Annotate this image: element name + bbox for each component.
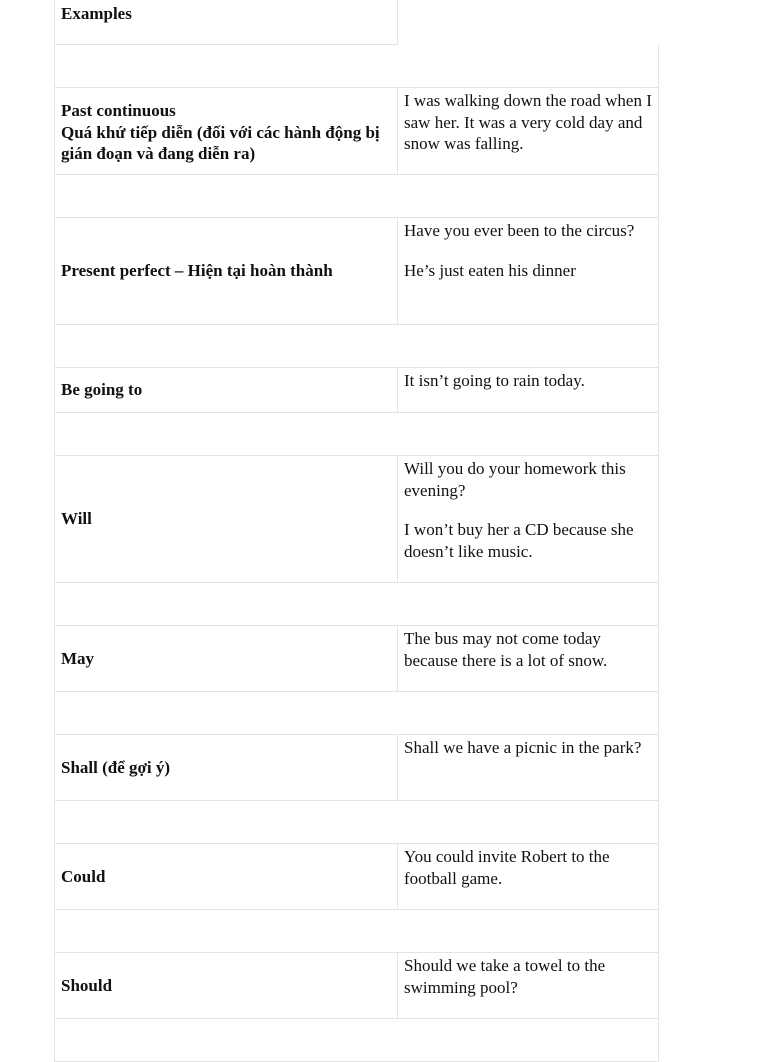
term-label: Present perfect – Hiện tại hoàn thành xyxy=(61,261,333,281)
term-cell xyxy=(55,844,398,909)
example-text: I won’t buy her a CD because she doesn’t like music. xyxy=(404,520,634,561)
spacer-row xyxy=(54,692,659,735)
example-cell xyxy=(398,368,658,412)
example-cell xyxy=(398,735,658,800)
term-cell xyxy=(55,456,398,582)
example-text: Have you ever been to the circus? xyxy=(404,221,635,240)
spacer-row xyxy=(54,325,659,368)
table-header: Examples xyxy=(54,0,398,45)
term-label: May xyxy=(61,648,95,668)
table-row-may xyxy=(54,626,659,692)
spacer-row xyxy=(54,413,659,456)
grammar-table xyxy=(54,0,659,1062)
term-cell xyxy=(55,735,398,800)
table-row-could xyxy=(54,844,659,910)
table-row-shall xyxy=(54,735,659,801)
term-label: Should xyxy=(61,975,113,995)
term-cell xyxy=(55,218,398,324)
example-cell xyxy=(398,844,658,909)
spacer-row xyxy=(54,175,659,218)
term-label: Shall (để gợi ý) xyxy=(61,757,171,777)
term-cell xyxy=(55,368,398,412)
example-text: It isn’t going to rain today. xyxy=(404,371,585,390)
table-row-present-perfect xyxy=(54,218,659,325)
term-label: Could xyxy=(61,866,106,886)
example-text: Shall we have a picnic in the park? xyxy=(404,738,642,757)
example-text: He’s just eaten his dinner xyxy=(404,260,576,280)
spacer-row xyxy=(54,583,659,626)
spacer-row xyxy=(54,45,659,88)
term-translation: Quá khứ tiếp diễn (đối với các hành động bị gián đoạn và đang diễn ra) xyxy=(61,122,380,163)
example-cell xyxy=(398,456,658,582)
example-text: You could invite Robert to the football game. xyxy=(404,847,610,888)
spacer-row xyxy=(54,1019,659,1062)
example-text: I was walking down the road when I saw her. It was a very cold day and snow was falling. xyxy=(404,91,652,153)
table-row-should xyxy=(54,953,659,1019)
spacer-row xyxy=(54,801,659,844)
spacer-row xyxy=(54,910,659,953)
example-text: Should we take a towel to the swimming pool? xyxy=(404,956,606,997)
term-label: Will xyxy=(61,509,92,529)
example-text: The bus may not come today because there is a lot of snow. xyxy=(404,629,608,670)
table-row-will xyxy=(54,456,659,583)
term-cell xyxy=(55,953,398,1018)
example-cell xyxy=(398,953,658,1018)
term-cell xyxy=(55,88,398,174)
table-row-be-going-to xyxy=(54,368,659,413)
example-text: Will you do your homework this evening? xyxy=(404,459,626,500)
term-label: Be going to xyxy=(61,380,143,400)
example-cell xyxy=(398,88,658,174)
example-cell xyxy=(398,218,658,324)
table-row-past-continuous xyxy=(54,88,659,175)
term-cell xyxy=(55,626,398,691)
example-cell xyxy=(398,626,658,691)
term-label: Past continuous xyxy=(61,101,176,120)
